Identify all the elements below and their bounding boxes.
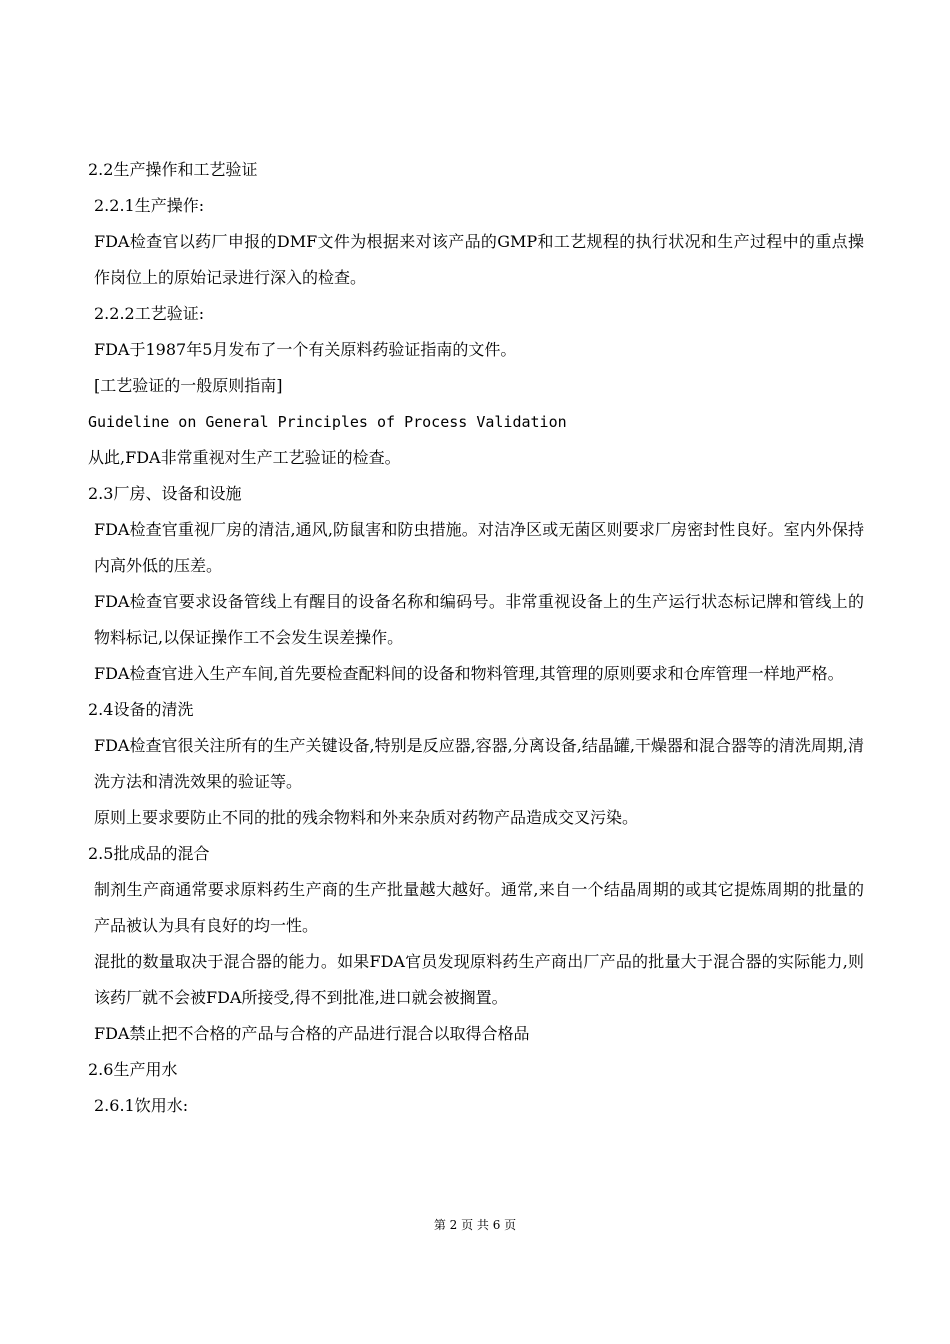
section-heading-2-6: 2.6生产用水	[88, 1060, 178, 1079]
paragraph-equipment-cleaning: FDA检查官很关注所有的生产关键设备,特别是反应器,容器,分离设备,结晶罐,干燥器和混合器等的清洗周期,清洗方法和清洗效果的验证等。	[94, 736, 865, 791]
paragraph-validation-emphasis: 从此,FDA非常重视对生产工艺验证的检查。	[88, 448, 401, 467]
paragraph-batch-size: 制剂生产商通常要求原料药生产商的生产批量越大越好。通常,来自一个结晶周期的或其它提炼周期的批量的产品被认为具有良好的均一性。	[94, 880, 864, 935]
page-footer: 第 2 页 共 6 页	[433, 1218, 517, 1232]
subsection-heading-2-2-1: 2.2.1生产操作:	[94, 196, 205, 215]
section-heading-2-2: 2.2生产操作和工艺验证	[88, 160, 258, 179]
paragraph-blending-prohibition: FDA禁止把不合格的产品与合格的产品进行混合以取得合格品	[94, 1024, 530, 1043]
section-heading-2-5: 2.5批成品的混合	[88, 844, 210, 863]
paragraph-plant-cleanliness: FDA检查官重视厂房的清洁,通风,防鼠害和防虫措施。对洁净区或无菌区则要求厂房密封性良好。室内外保持内高外低的压差。	[94, 520, 864, 575]
section-heading-2-4: 2.4设备的清洗	[88, 700, 194, 719]
paragraph-dispensing-room: FDA检查官进入生产车间,首先要检查配料间的设备和物料管理,其管理的原则要求和仓库管理一样地严格。	[94, 664, 844, 683]
paragraph-production-operation: FDA检查官以药厂申报的DMF文件为根据来对该产品的GMP和工艺规程的执行状况和生产过程中的重点操作岗位上的原始记录进行深入的检查。	[94, 232, 864, 287]
subsection-heading-2-2-2: 2.2.2工艺验证:	[94, 304, 205, 323]
paragraph-guideline-title-en: Guideline on General Principles of Process Validation	[88, 413, 567, 431]
paragraph-cross-contamination: 原则上要求要防止不同的批的残余物料和外来杂质对药物产品造成交叉污染。	[94, 808, 639, 827]
section-heading-2-3: 2.3厂房、设备和设施	[88, 484, 242, 503]
paragraph-blending-capacity: 混批的数量取决于混合器的能力。如果FDA官员发现原料药生产商出厂产品的批量大于混合器的实际能力,则该药厂就不会被FDA所接受,得不到批准,进口就会被搁置。	[94, 952, 864, 1007]
paragraph-equipment-labels: FDA检查官要求设备管线上有醒目的设备名称和编码号。非常重视设备上的生产运行状态标记牌和管线上的物料标记,以保证操作工不会发生误差操作。	[94, 592, 864, 647]
subsection-heading-2-6-1: 2.6.1饮用水:	[94, 1096, 189, 1115]
document-body	[88, 152, 864, 1124]
paragraph-fda-guideline-1987: FDA于1987年5月发布了一个有关原料药验证指南的文件。	[94, 340, 517, 359]
paragraph-guideline-title-cn: [工艺验证的一般原则指南]	[94, 376, 283, 395]
